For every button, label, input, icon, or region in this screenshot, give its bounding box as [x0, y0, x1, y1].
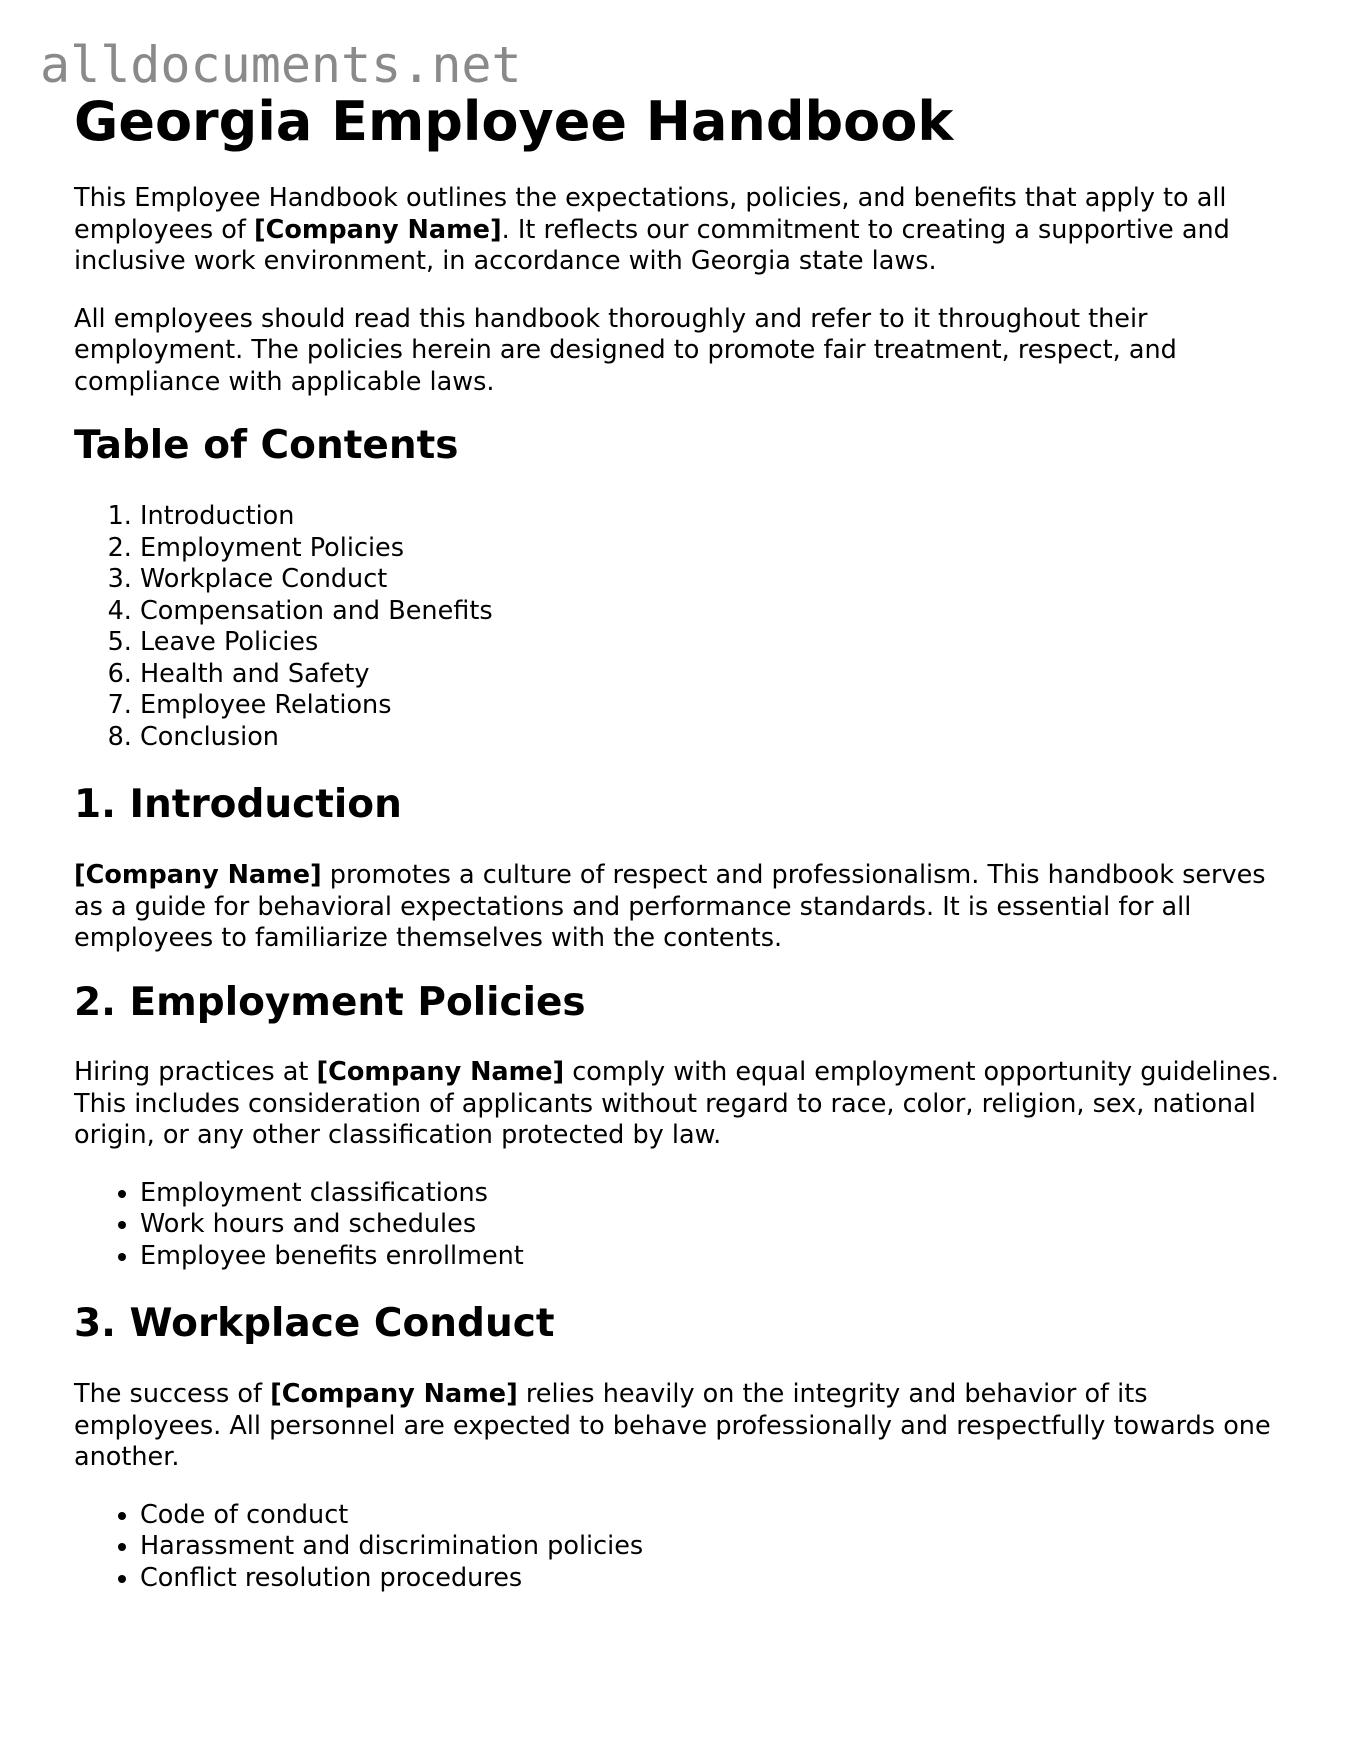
list-item: • Code of conduct	[140, 1500, 1294, 1532]
company-name-placeholder: [Company Name]	[253, 214, 502, 245]
toc-item: 8. Conclusion	[140, 722, 1294, 754]
employment-policies-list	[74, 1178, 1294, 1273]
company-name-placeholder: [Company Name]	[74, 860, 322, 891]
toc-item: 7. Employee Relations	[140, 690, 1294, 722]
section-heading-introduction: 1. Introduction	[74, 782, 402, 828]
toc-heading: Table of Contents	[74, 423, 459, 469]
toc-list	[74, 501, 1294, 753]
intro-paragraph-2: All employees should read this handbook thoroughly and refer to it throughout their employment. The policies herein are designed to promote fair treatment, respect, and compliance with applicable laws.	[74, 303, 1177, 397]
list-item: • Employment classifications	[140, 1178, 1294, 1210]
toc-item: 2. Employment Policies	[140, 533, 1294, 565]
list-item: • Conflict resolution procedures	[140, 1563, 1294, 1595]
section-heading-employment-policies: 2. Employment Policies	[74, 979, 586, 1025]
list-item: • Work hours and schedules	[140, 1209, 1294, 1241]
workplace-conduct-list	[74, 1500, 1294, 1595]
section-paragraph-employment-policies: Hiring practices at [Company Name] comply with equal employment opportunity guidelines. This includes consideration of applicants without regard to race, color, religion, sex, national origin, or any other classification protected by law.	[74, 1057, 1279, 1151]
toc-item: 4. Compensation and Benefits	[140, 596, 1294, 628]
section-paragraph-introduction: [Company Name] promotes a culture of respect and professionalism. This handbook serves as a guide for behavioral expectations and performance standards. It is essential for all employees to familiarize themselves with the contents.	[74, 860, 1266, 954]
list-item: • Employee benefits enrollment	[140, 1241, 1294, 1273]
intro-paragraph-1: This Employee Handbook outlines the expectations, policies, and benefits that apply to all employees of [Company Name]. It reflects our commitment to creating a supportive and inclusive work environment, in accordance with Georgia state laws.	[74, 183, 1230, 277]
company-name-placeholder: [Company Name]	[316, 1057, 565, 1088]
toc-item: 1. Introduction	[140, 501, 1294, 533]
section-heading-workplace-conduct: 3. Workplace Conduct	[74, 1301, 555, 1347]
page-title: Georgia Employee Handbook	[74, 90, 954, 153]
watermark: alldocuments.net	[40, 36, 522, 94]
section-paragraph-workplace-conduct: The success of [Company Name] relies heavily on the integrity and behavior of its employees. All personnel are expected to behave professionally and respectfully towards one another.	[74, 1379, 1271, 1473]
toc-item: 5. Leave Policies	[140, 627, 1294, 659]
document-page	[74, 92, 1294, 1624]
toc-item: 3. Workplace Conduct	[140, 564, 1294, 596]
toc-item: 6. Health and Safety	[140, 659, 1294, 691]
company-name-placeholder: [Company Name]	[270, 1379, 518, 1410]
list-item: • Harassment and discrimination policies	[140, 1531, 1294, 1563]
